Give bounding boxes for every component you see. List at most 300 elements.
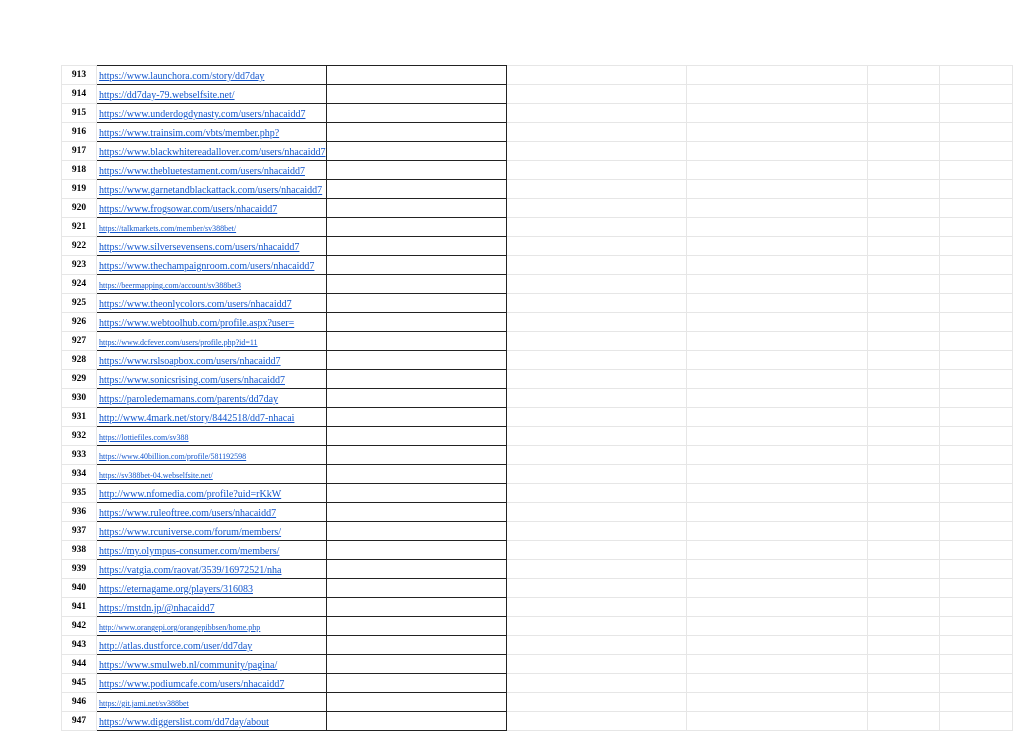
- url-cell[interactable]: [97, 142, 327, 161]
- url-cell[interactable]: [97, 389, 327, 408]
- empty-cell[interactable]: [867, 484, 939, 503]
- empty-cell[interactable]: [686, 275, 867, 294]
- empty-cell[interactable]: [686, 579, 867, 598]
- row-number: 933: [62, 446, 97, 465]
- empty-cell[interactable]: [686, 218, 867, 237]
- empty-cell[interactable]: [326, 598, 506, 617]
- url-cell[interactable]: [97, 370, 327, 389]
- empty-cell[interactable]: [506, 427, 686, 446]
- url-cell[interactable]: [97, 446, 327, 465]
- empty-cell[interactable]: [686, 85, 867, 104]
- url-link[interactable]: https://www.theonlycolors.com/users/nhacaidd7: [99, 299, 292, 310]
- empty-cell[interactable]: [686, 560, 867, 579]
- empty-cell[interactable]: [686, 142, 867, 161]
- empty-cell[interactable]: [939, 484, 1012, 503]
- empty-cell[interactable]: [686, 161, 867, 180]
- url-cell[interactable]: [97, 104, 327, 123]
- table-row: [62, 313, 1013, 332]
- empty-cell[interactable]: [867, 655, 939, 674]
- empty-cell[interactable]: [939, 85, 1012, 104]
- empty-cell[interactable]: [506, 655, 686, 674]
- empty-cell[interactable]: [939, 427, 1012, 446]
- table-row: [62, 560, 1013, 579]
- empty-cell[interactable]: [506, 66, 686, 85]
- empty-cell[interactable]: [326, 66, 506, 85]
- empty-cell[interactable]: [506, 85, 686, 104]
- table-row: [62, 85, 1013, 104]
- url-link[interactable]: https://www.rcuniverse.com/forum/members/: [99, 527, 282, 538]
- empty-cell[interactable]: [506, 275, 686, 294]
- empty-cell[interactable]: [326, 370, 506, 389]
- empty-cell[interactable]: [686, 655, 867, 674]
- empty-cell[interactable]: [867, 503, 939, 522]
- empty-cell[interactable]: [939, 655, 1012, 674]
- url-link[interactable]: https://www.thechampaignroom.com/users/nhacaidd7: [99, 261, 315, 272]
- empty-cell[interactable]: [326, 256, 506, 275]
- table-row: [62, 446, 1013, 465]
- empty-cell[interactable]: [686, 503, 867, 522]
- url-link[interactable]: https://git.jami.net/sv388bet: [99, 699, 189, 708]
- empty-cell[interactable]: [506, 104, 686, 123]
- empty-cell[interactable]: [506, 218, 686, 237]
- empty-cell[interactable]: [939, 161, 1012, 180]
- url-link[interactable]: https://www.40billion.com/profile/581192598: [99, 452, 247, 461]
- table-row: [62, 484, 1013, 503]
- table-row: [62, 104, 1013, 123]
- empty-cell[interactable]: [867, 541, 939, 560]
- empty-cell[interactable]: [506, 617, 686, 636]
- empty-cell[interactable]: [506, 161, 686, 180]
- empty-cell[interactable]: [326, 85, 506, 104]
- empty-cell[interactable]: [867, 617, 939, 636]
- empty-cell[interactable]: [939, 104, 1012, 123]
- url-cell[interactable]: [97, 313, 327, 332]
- empty-cell[interactable]: [326, 636, 506, 655]
- url-cell[interactable]: [97, 655, 327, 674]
- empty-cell[interactable]: [686, 522, 867, 541]
- row-number: 942: [62, 617, 97, 636]
- empty-cell[interactable]: [686, 541, 867, 560]
- empty-cell[interactable]: [506, 408, 686, 427]
- empty-cell[interactable]: [506, 237, 686, 256]
- row-number: 915: [62, 104, 97, 123]
- empty-cell[interactable]: [939, 712, 1012, 731]
- empty-cell[interactable]: [686, 389, 867, 408]
- empty-cell[interactable]: [506, 579, 686, 598]
- empty-cell[interactable]: [506, 313, 686, 332]
- url-cell[interactable]: [97, 218, 327, 237]
- url-cell[interactable]: [97, 199, 327, 218]
- url-link[interactable]: https://www.blackwhitereadallover.com/users/nhacaidd7: [99, 147, 326, 158]
- empty-cell[interactable]: [939, 389, 1012, 408]
- url-link[interactable]: https://my.olympus-consumer.com/members/: [99, 546, 280, 557]
- empty-cell[interactable]: [686, 693, 867, 712]
- url-link[interactable]: https://lottiefiles.com/sv388: [99, 433, 189, 442]
- url-cell[interactable]: [97, 541, 327, 560]
- empty-cell[interactable]: [867, 313, 939, 332]
- empty-cell[interactable]: [867, 446, 939, 465]
- empty-cell[interactable]: [326, 142, 506, 161]
- url-link[interactable]: https://www.underdogdynasty.com/users/nhacaidd7: [99, 109, 306, 120]
- empty-cell[interactable]: [506, 446, 686, 465]
- url-cell[interactable]: [97, 636, 327, 655]
- empty-cell[interactable]: [506, 180, 686, 199]
- row-number: 928: [62, 351, 97, 370]
- empty-cell[interactable]: [686, 484, 867, 503]
- row-number: 940: [62, 579, 97, 598]
- empty-cell[interactable]: [867, 560, 939, 579]
- empty-cell[interactable]: [867, 408, 939, 427]
- row-number: 922: [62, 237, 97, 256]
- empty-cell[interactable]: [506, 199, 686, 218]
- table-row: [62, 332, 1013, 351]
- url-link[interactable]: http://www.nfomedia.com/profile?uid=rKkW: [99, 489, 282, 500]
- empty-cell[interactable]: [326, 617, 506, 636]
- url-link[interactable]: https://www.diggerslist.com/dd7day/about: [99, 717, 269, 728]
- table-row: [62, 522, 1013, 541]
- empty-cell[interactable]: [326, 218, 506, 237]
- url-cell[interactable]: [97, 579, 327, 598]
- empty-cell[interactable]: [939, 275, 1012, 294]
- table-row: [62, 275, 1013, 294]
- empty-cell[interactable]: [867, 674, 939, 693]
- row-number: 923: [62, 256, 97, 275]
- table-row: [62, 294, 1013, 313]
- spreadsheet-grid: [61, 65, 1013, 731]
- empty-cell[interactable]: [939, 332, 1012, 351]
- empty-cell[interactable]: [506, 370, 686, 389]
- empty-cell[interactable]: [939, 370, 1012, 389]
- row-number: 918: [62, 161, 97, 180]
- empty-cell[interactable]: [939, 351, 1012, 370]
- url-link[interactable]: https://www.trainsim.com/vbts/member.php?: [99, 128, 280, 139]
- url-cell[interactable]: [97, 712, 327, 731]
- row-number: 934: [62, 465, 97, 484]
- empty-cell[interactable]: [326, 199, 506, 218]
- empty-cell[interactable]: [939, 598, 1012, 617]
- row-number: 945: [62, 674, 97, 693]
- empty-cell[interactable]: [867, 465, 939, 484]
- url-link[interactable]: https://mstdn.jp/@nhacaidd7: [99, 603, 215, 614]
- row-number: 943: [62, 636, 97, 655]
- url-cell[interactable]: [97, 332, 327, 351]
- url-link[interactable]: https://www.webtoolhub.com/profile.aspx?user=: [99, 318, 295, 329]
- url-link[interactable]: https://beermapping.com/account/sv388bet3: [99, 281, 241, 290]
- table-row: [62, 674, 1013, 693]
- url-cell[interactable]: [97, 85, 327, 104]
- empty-cell[interactable]: [506, 636, 686, 655]
- row-number: 930: [62, 389, 97, 408]
- table-row: [62, 256, 1013, 275]
- empty-cell[interactable]: [326, 446, 506, 465]
- empty-cell[interactable]: [867, 161, 939, 180]
- empty-cell[interactable]: [686, 123, 867, 142]
- empty-cell[interactable]: [867, 104, 939, 123]
- url-link[interactable]: https://www.frogsowar.com/users/nhacaidd7: [99, 204, 278, 215]
- row-number: 925: [62, 294, 97, 313]
- empty-cell[interactable]: [326, 332, 506, 351]
- empty-cell[interactable]: [506, 693, 686, 712]
- url-link[interactable]: https://www.ruleoftree.com/users/nhacaidd7: [99, 508, 277, 519]
- row-number: 914: [62, 85, 97, 104]
- empty-cell[interactable]: [939, 465, 1012, 484]
- empty-cell[interactable]: [326, 275, 506, 294]
- empty-cell[interactable]: [326, 522, 506, 541]
- url-cell[interactable]: [97, 408, 327, 427]
- empty-cell[interactable]: [939, 541, 1012, 560]
- empty-cell[interactable]: [506, 294, 686, 313]
- url-link[interactable]: https://www.silversevensens.com/users/nhacaidd7: [99, 242, 300, 253]
- url-cell[interactable]: [97, 294, 327, 313]
- empty-cell[interactable]: [939, 313, 1012, 332]
- table-row: [62, 370, 1013, 389]
- empty-cell[interactable]: [686, 408, 867, 427]
- url-cell[interactable]: [97, 237, 327, 256]
- empty-cell[interactable]: [686, 617, 867, 636]
- empty-cell[interactable]: [326, 123, 506, 142]
- url-link[interactable]: https://vatgia.com/raovat/3539/16972521/nha: [99, 565, 282, 576]
- empty-cell[interactable]: [506, 541, 686, 560]
- empty-cell[interactable]: [686, 294, 867, 313]
- empty-cell[interactable]: [686, 180, 867, 199]
- empty-cell[interactable]: [939, 446, 1012, 465]
- url-link[interactable]: http://atlas.dustforce.com/user/dd7day: [99, 641, 253, 652]
- empty-cell[interactable]: [939, 636, 1012, 655]
- empty-cell[interactable]: [686, 66, 867, 85]
- empty-cell[interactable]: [867, 427, 939, 446]
- empty-cell[interactable]: [506, 465, 686, 484]
- row-number: 939: [62, 560, 97, 579]
- empty-cell[interactable]: [939, 142, 1012, 161]
- url-cell[interactable]: [97, 598, 327, 617]
- empty-cell[interactable]: [939, 256, 1012, 275]
- empty-cell[interactable]: [506, 560, 686, 579]
- url-cell[interactable]: [97, 123, 327, 142]
- url-cell[interactable]: [97, 66, 327, 85]
- empty-cell[interactable]: [939, 522, 1012, 541]
- row-number: 919: [62, 180, 97, 199]
- row-number: 938: [62, 541, 97, 560]
- empty-cell[interactable]: [939, 180, 1012, 199]
- table-row: [62, 655, 1013, 674]
- empty-cell[interactable]: [686, 636, 867, 655]
- url-cell[interactable]: [97, 560, 327, 579]
- empty-cell[interactable]: [867, 275, 939, 294]
- empty-cell[interactable]: [686, 446, 867, 465]
- empty-cell[interactable]: [506, 503, 686, 522]
- empty-cell[interactable]: [326, 237, 506, 256]
- empty-cell[interactable]: [506, 256, 686, 275]
- empty-cell[interactable]: [506, 389, 686, 408]
- empty-cell[interactable]: [867, 123, 939, 142]
- empty-cell[interactable]: [326, 674, 506, 693]
- empty-cell[interactable]: [686, 237, 867, 256]
- url-link[interactable]: https://www.garnetandblackattack.com/users/nhacaidd7: [99, 185, 323, 196]
- empty-cell[interactable]: [867, 218, 939, 237]
- row-number: 921: [62, 218, 97, 237]
- table-row: [62, 237, 1013, 256]
- url-cell[interactable]: [97, 522, 327, 541]
- empty-cell[interactable]: [867, 294, 939, 313]
- url-link[interactable]: http://www.orangepi.org/orangepibbsen/home.php: [99, 623, 261, 632]
- empty-cell[interactable]: [867, 199, 939, 218]
- table-row: [62, 218, 1013, 237]
- row-number: 924: [62, 275, 97, 294]
- url-link[interactable]: https://eternagame.org/players/316083: [99, 584, 253, 595]
- empty-cell[interactable]: [939, 294, 1012, 313]
- empty-cell[interactable]: [867, 142, 939, 161]
- url-cell[interactable]: [97, 484, 327, 503]
- empty-cell[interactable]: [326, 655, 506, 674]
- table-row: [62, 123, 1013, 142]
- empty-cell[interactable]: [506, 598, 686, 617]
- empty-cell[interactable]: [867, 389, 939, 408]
- empty-cell[interactable]: [326, 560, 506, 579]
- empty-cell[interactable]: [506, 351, 686, 370]
- empty-cell[interactable]: [867, 237, 939, 256]
- empty-cell[interactable]: [326, 408, 506, 427]
- empty-cell[interactable]: [939, 123, 1012, 142]
- empty-cell[interactable]: [686, 598, 867, 617]
- empty-cell[interactable]: [326, 161, 506, 180]
- empty-cell[interactable]: [326, 484, 506, 503]
- empty-cell[interactable]: [326, 180, 506, 199]
- row-number: 927: [62, 332, 97, 351]
- row-number: 932: [62, 427, 97, 446]
- empty-cell[interactable]: [506, 674, 686, 693]
- empty-cell[interactable]: [867, 332, 939, 351]
- url-link[interactable]: https://sv388bet-04.webselfsite.net/: [99, 471, 213, 480]
- table-row: [62, 180, 1013, 199]
- empty-cell[interactable]: [939, 693, 1012, 712]
- url-cell[interactable]: [97, 693, 327, 712]
- empty-cell[interactable]: [939, 66, 1012, 85]
- empty-cell[interactable]: [686, 313, 867, 332]
- url-link[interactable]: https://www.launchora.com/story/dd7day: [99, 71, 265, 82]
- row-number: 916: [62, 123, 97, 142]
- empty-cell[interactable]: [939, 218, 1012, 237]
- empty-cell[interactable]: [506, 142, 686, 161]
- empty-cell[interactable]: [867, 579, 939, 598]
- grid-body: [62, 66, 1013, 731]
- empty-cell[interactable]: [326, 465, 506, 484]
- table-row: [62, 579, 1013, 598]
- empty-cell[interactable]: [867, 351, 939, 370]
- url-link[interactable]: https://dd7day-79.webselfsite.net/: [99, 90, 235, 101]
- row-number: 913: [62, 66, 97, 85]
- url-cell[interactable]: [97, 161, 327, 180]
- empty-cell[interactable]: [939, 674, 1012, 693]
- empty-cell[interactable]: [506, 332, 686, 351]
- empty-cell[interactable]: [326, 389, 506, 408]
- empty-cell[interactable]: [939, 560, 1012, 579]
- empty-cell[interactable]: [867, 180, 939, 199]
- table-row: [62, 503, 1013, 522]
- empty-cell[interactable]: [326, 541, 506, 560]
- url-cell[interactable]: [97, 256, 327, 275]
- empty-cell[interactable]: [686, 674, 867, 693]
- empty-cell[interactable]: [867, 522, 939, 541]
- empty-cell[interactable]: [686, 104, 867, 123]
- empty-cell[interactable]: [939, 408, 1012, 427]
- url-link[interactable]: https://talkmarkets.com/member/sv388bet/: [99, 224, 237, 233]
- empty-cell[interactable]: [686, 427, 867, 446]
- empty-cell[interactable]: [867, 66, 939, 85]
- empty-cell[interactable]: [326, 712, 506, 731]
- empty-cell[interactable]: [326, 693, 506, 712]
- empty-cell[interactable]: [686, 370, 867, 389]
- empty-cell[interactable]: [867, 712, 939, 731]
- row-number: 937: [62, 522, 97, 541]
- empty-cell[interactable]: [506, 522, 686, 541]
- empty-cell[interactable]: [686, 712, 867, 731]
- empty-cell[interactable]: [326, 427, 506, 446]
- url-link[interactable]: https://www.dcfever.com/users/profile.php?id=11: [99, 338, 258, 347]
- table-row: [62, 541, 1013, 560]
- row-number: 929: [62, 370, 97, 389]
- empty-cell[interactable]: [939, 579, 1012, 598]
- empty-cell[interactable]: [326, 294, 506, 313]
- empty-cell[interactable]: [867, 636, 939, 655]
- empty-cell[interactable]: [506, 484, 686, 503]
- row-number: 935: [62, 484, 97, 503]
- table-row: [62, 636, 1013, 655]
- url-link[interactable]: https://www.sonicsrising.com/users/nhacaidd7: [99, 375, 285, 386]
- row-number: 947: [62, 712, 97, 731]
- empty-cell[interactable]: [867, 693, 939, 712]
- empty-cell[interactable]: [506, 123, 686, 142]
- row-number: 920: [62, 199, 97, 218]
- url-cell[interactable]: [97, 674, 327, 693]
- empty-cell[interactable]: [326, 579, 506, 598]
- empty-cell[interactable]: [326, 503, 506, 522]
- empty-cell[interactable]: [686, 199, 867, 218]
- row-number: 944: [62, 655, 97, 674]
- empty-cell[interactable]: [326, 313, 506, 332]
- empty-cell[interactable]: [686, 256, 867, 275]
- url-cell[interactable]: [97, 180, 327, 199]
- url-link[interactable]: https://paroledemamans.com/parents/dd7day: [99, 394, 279, 405]
- table-row: [62, 351, 1013, 370]
- empty-cell[interactable]: [939, 617, 1012, 636]
- url-cell[interactable]: [97, 617, 327, 636]
- url-link[interactable]: https://www.podiumcafe.com/users/nhacaidd7: [99, 679, 285, 690]
- empty-cell[interactable]: [506, 712, 686, 731]
- url-link[interactable]: https://www.rslsoapbox.com/users/nhacaidd7: [99, 356, 281, 367]
- url-cell[interactable]: [97, 275, 327, 294]
- url-link[interactable]: https://www.thebluetestament.com/users/nhacaidd7: [99, 166, 305, 177]
- url-cell[interactable]: [97, 351, 327, 370]
- empty-cell[interactable]: [686, 351, 867, 370]
- url-cell[interactable]: [97, 465, 327, 484]
- empty-cell[interactable]: [867, 85, 939, 104]
- empty-cell[interactable]: [686, 332, 867, 351]
- empty-cell[interactable]: [939, 199, 1012, 218]
- table-row: [62, 427, 1013, 446]
- empty-cell[interactable]: [326, 351, 506, 370]
- empty-cell[interactable]: [939, 503, 1012, 522]
- empty-cell[interactable]: [867, 256, 939, 275]
- empty-cell[interactable]: [939, 237, 1012, 256]
- empty-cell[interactable]: [326, 104, 506, 123]
- empty-cell[interactable]: [867, 598, 939, 617]
- empty-cell[interactable]: [867, 370, 939, 389]
- url-link[interactable]: https://www.smulweb.nl/community/pagina/: [99, 660, 278, 671]
- empty-cell[interactable]: [686, 465, 867, 484]
- url-cell[interactable]: [97, 503, 327, 522]
- url-cell[interactable]: [97, 427, 327, 446]
- url-link[interactable]: http://www.4mark.net/story/8442518/dd7-nhacai: [99, 413, 295, 424]
